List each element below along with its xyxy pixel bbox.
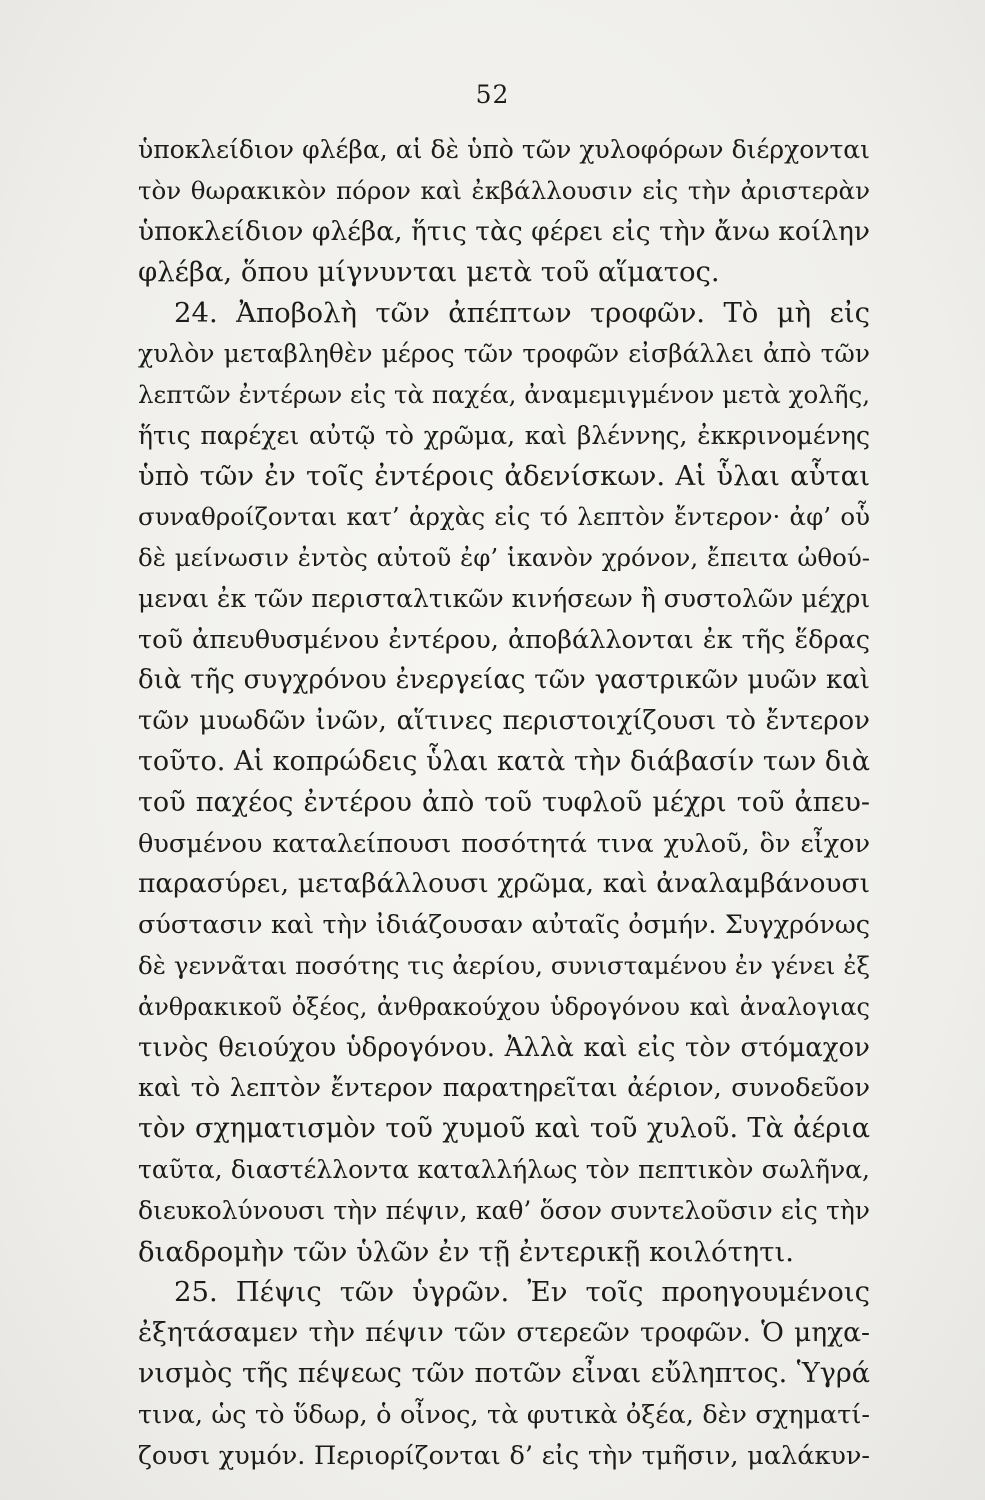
text-line: λεπτῶν ἐντέρων εἰς τὰ παχέα, ἀναμεμιγμένον μετὰ χολῆς, bbox=[138, 379, 870, 409]
section-24-heading-line: 24. Ἀποβολὴ τῶν ἀπέπτων τροφῶν. Τὸ μὴ εἰς bbox=[174, 297, 870, 330]
text-line: θυσμένου καταλείπουσι ποσότητά τινα χυλοῦ, ὃν εἶχον bbox=[138, 828, 870, 859]
text-line: ὑποκλείδιον φλέβα, αἱ δὲ ὑπὸ τῶν χυλοφόρων διέρχονται bbox=[138, 135, 870, 164]
text-line: διαδρομὴν τῶν ὑλῶν ἐν τῇ ἐντερικῇ κοιλότητι. bbox=[138, 1235, 794, 1268]
text-line: ὑποκλείδιον φλέβα, ἥτις τὰς φέρει εἰς τὴν ἄνω κοίλην bbox=[138, 215, 870, 247]
text-line: τοῦτο. Αἱ κοπρώδεις ὗλαι κατὰ τὴν διάβασίν των διὰ bbox=[138, 745, 870, 777]
section-25-heading-line: 25. Πέψις τῶν ὑγρῶν. Ἐν τοῖς προηγουμένοις bbox=[174, 1276, 870, 1309]
text-line: τοῦ ἀπευθυσμένου ἐντέρου, ἀποβάλλονται ἐκ τῆς ἕδρας bbox=[138, 624, 870, 655]
text-line: τὸν θωρακικὸν πόρον καὶ ἐκβάλλουσιν εἰς τὴν ἀριστερὰν bbox=[138, 175, 870, 205]
text-line: τῶν μυωδῶν ἰνῶν, αἵτινες περιστοιχίζουσι τὸ ἔντερον bbox=[138, 706, 870, 737]
text-line: ταῦτα, διαστέλλοντα καταλλήλως τὸν πεπτικὸν σωλῆνα, bbox=[138, 1154, 870, 1184]
page-number: 52 bbox=[475, 80, 510, 109]
text-line: σύστασιν καὶ τὴν ἰδιάζουσαν αὐταῖς ὀσμήν. Συγχρόνως bbox=[138, 910, 870, 941]
text-line: νισμὸς τῆς πέψεως τῶν ποτῶν εἶναι εὔληπτος. Ὑγρά bbox=[138, 1357, 870, 1389]
text-line: διὰ τῆς συγχρόνου ἐνεργείας τῶν γαστρικῶν μυῶν καὶ bbox=[138, 665, 870, 696]
text-line: τινα, ὡς τὸ ὕδωρ, ὁ οἶνος, τὰ φυτικὰ ὀξέα, δὲν σχηματί- bbox=[138, 1399, 870, 1430]
text-line: τὸν σχηματισμὸν τοῦ χυμοῦ καὶ τοῦ χυλοῦ. Τὰ ἀέρια bbox=[138, 1113, 870, 1145]
text-line: μεναι ἐκ τῶν περισταλτικῶν κινήσεων ἢ συστολῶν μέχρι bbox=[138, 583, 870, 613]
text-line: ὑπὸ τῶν ἐν τοῖς ἐντέροις ἀδενίσκων. Αἱ ὗλαι αὗται bbox=[138, 460, 870, 493]
text-line: ἥτις παρέχει αὐτῷ τὸ χρῶμα, καὶ βλέννης, ἐκκρινομένης bbox=[138, 420, 870, 450]
text-line: τινὸς θειούχου ὑδρογόνου. Ἀλλὰ καὶ εἰς τὸν στόμαχον bbox=[138, 1032, 870, 1063]
text-line: συναθροίζονται κατ’ ἀρχὰς εἰς τό λεπτὸν ἔντερον· ἀφ’ οὗ bbox=[138, 502, 870, 532]
text-line: ζουσι χυμόν. Περιορίζονται δ’ εἰς τὴν τμῆσιν, μαλάκυν- bbox=[138, 1440, 870, 1471]
text-line: διευκολύνουσι τὴν πέψιν, καθ’ ὅσον συντελοῦσιν εἰς τὴν bbox=[138, 1195, 870, 1225]
text-line: καὶ τὸ λεπτὸν ἔντερον παρατηρεῖται ἀέριον, συνοδεῦον bbox=[138, 1073, 870, 1104]
text-line: χυλὸν μεταβληθὲν μέρος τῶν τροφῶν εἰσβάλλει ἀπὸ τῶν bbox=[138, 338, 870, 368]
text-line: παρασύρει, μεταβάλλουσι χρῶμα, καὶ ἀναλαμβάνουσι bbox=[138, 868, 870, 900]
text-line: δὲ μείνωσιν ἐντὸς αὐτοῦ ἐφ’ ἱκανὸν χρόνον, ἔπειτα ὠθού- bbox=[138, 542, 870, 572]
text-line: ἀνθρακικοῦ ὀξέος, ἀνθρακούχου ὑδρογόνου καὶ ἀναλογιας bbox=[138, 992, 870, 1021]
body-text bbox=[138, 130, 870, 1476]
text-line: φλέβα, ὅπου μίγνυνται μετὰ τοῦ αἵματος. bbox=[138, 256, 720, 289]
text-line: δὲ γεννᾶται ποσότης τις ἀερίου, συνισταμένου ἐν γένει ἐξ bbox=[138, 950, 870, 980]
text-line: ἐξητάσαμεν τὴν πέψιν τῶν στερεῶν τροφῶν. Ὁ μηχα- bbox=[138, 1317, 870, 1349]
text-line: τοῦ παχέος ἐντέρου ἀπὸ τοῦ τυφλοῦ μέχρι τοῦ ἀπευ- bbox=[138, 786, 870, 818]
